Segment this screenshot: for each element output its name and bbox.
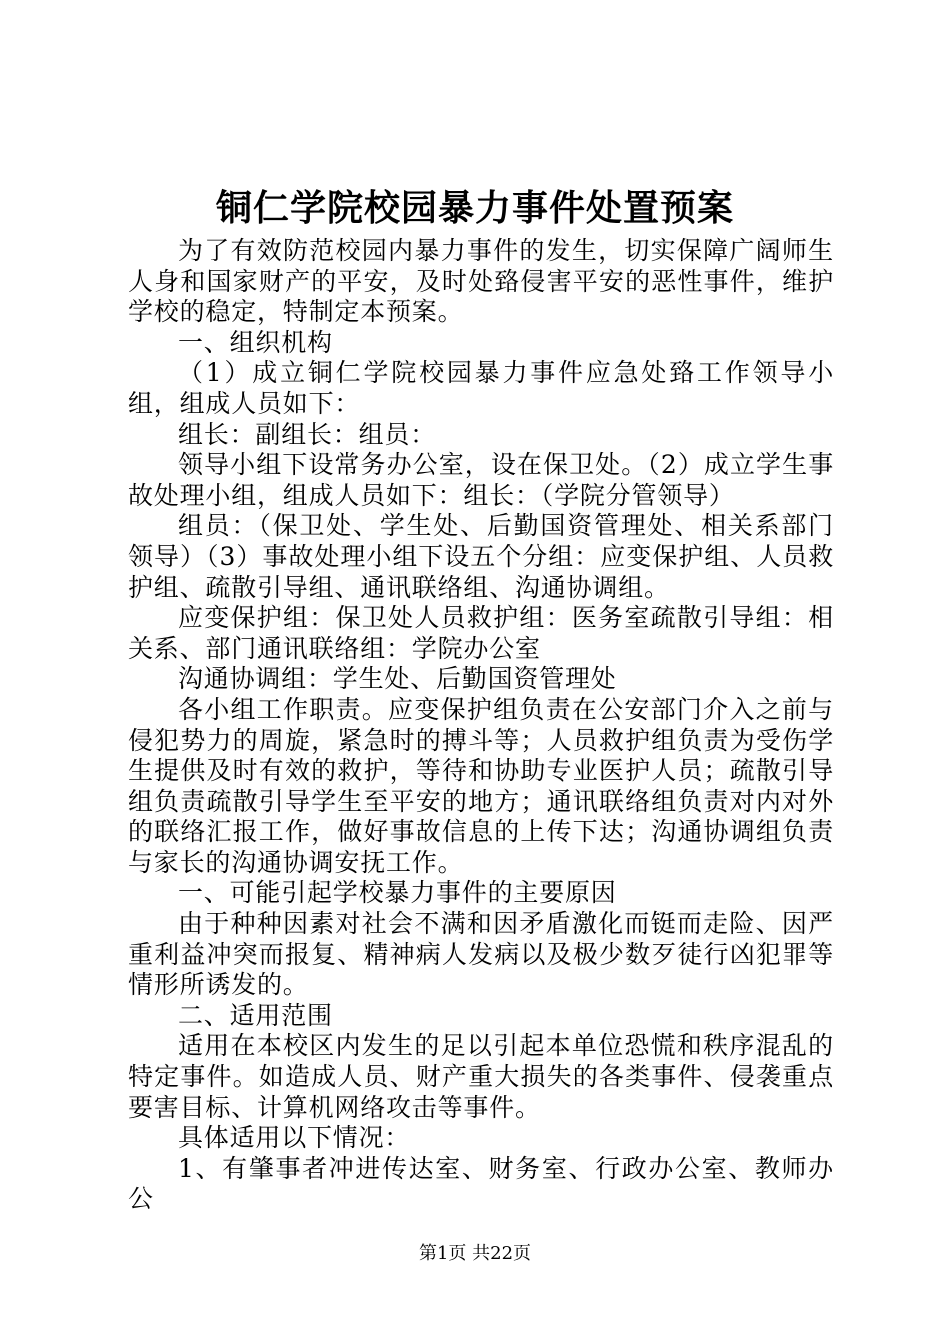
paragraph-causes: 由于种种因素对社会不满和因矛盾激化而铤而走险、因严重利益冲突而报复、精神病人发病以及极少数歹徒行凶犯罪等情形所诱发的。	[128, 909, 834, 1000]
paragraph-scope: 适用在本校区内发生的足以引起本单位恐慌和秩序混乱的特定事件。如造成人员、财产重大损失的各类事件、侵袭重点要害目标、计算机网络攻击等事件。	[128, 1031, 834, 1122]
document-title: 铜仁学院校园暴力事件处置预案	[215, 187, 734, 229]
paragraph-leadership-group: （1）成立铜仁学院校园暴力事件应急处臵工作领导小组，组成人员如下：	[128, 358, 834, 418]
paragraph-specific-cases: 具体适用以下情况：	[178, 1123, 411, 1153]
paragraph-case-1: 1、有肇事者冲进传达室、财务室、行政办公室、教师办公	[128, 1153, 834, 1214]
paragraph-group-assignment: 应变保护组：保卫处人员救护组：医务室疏散引导组：相关系、部门通讯联络组：学院办公室	[128, 603, 834, 663]
paragraph-members: 组长：副组长：组员：	[178, 419, 437, 449]
paragraph-coordination-group: 沟通协调组：学生处、后勤国资管理处	[178, 664, 617, 694]
paragraph-subgroups: 组员：（保卫处、学生处、后勤国资管理处、相关系部门领导）（3）事故处理小组下设五个分组：应变保护组、人员救护组、疏散引导组、通讯联络组、沟通协调组。	[128, 511, 834, 602]
paragraph-duties: 各小组工作职责。应变保护组负责在公安部门介入之前与侵犯势力的周旋，紧急时的搏斗等；人员救护组负责为受伤学生提供及时有效的救护，等待和协助专业医护人员；疏散引导组负责疏散引导学生至平安的地方；通讯联络组负责对内对外的联络汇报工作，做好事故信息的上传下达；沟通协调组负责与家长的沟通协调安抚工作。	[128, 694, 834, 877]
paragraph-intro: 为了有效防范校园内暴力事件的发生，切实保障广阔师生人身和国家财产的平安，及时处臵侵害平安的恶性事件，维护学校的稳定，特制定本预案。	[128, 236, 834, 327]
page-footer: 第1页 共22页	[418, 1243, 532, 1264]
heading-organization: 一、组织机构	[178, 327, 333, 357]
document-body	[128, 236, 834, 1215]
paragraph-office: 领导小组下设常务办公室，设在保卫处。（2）成立学生事故处理小组，组成人员如下：组长：（学院分管领导）	[128, 450, 834, 510]
heading-causes: 一、可能引起学校暴力事件的主要原因	[178, 878, 617, 908]
heading-scope: 二、适用范围	[178, 1000, 333, 1030]
